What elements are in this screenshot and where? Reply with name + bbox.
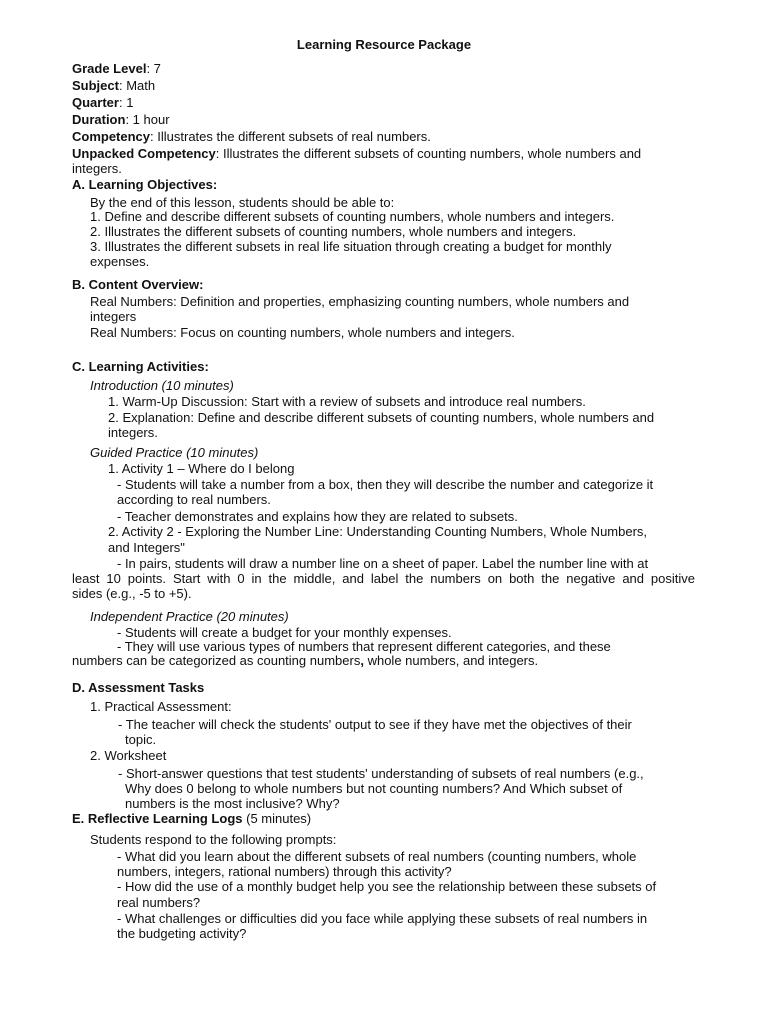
assessment-tasks-heading: D. Assessment Tasks — [72, 680, 205, 695]
objective-item: 3. Illustrates the different subsets in real life situation through creating a budget for monthly — [90, 239, 612, 254]
duration-value: : 1 hour — [125, 112, 170, 127]
reflective-logs-duration: (5 minutes) — [242, 811, 312, 826]
subject-value: : Math — [118, 78, 156, 93]
objective-item: 2. Illustrates the different subsets of counting numbers, whole numbers and integers. — [90, 224, 577, 239]
assessment-bullet: - The teacher will check the students' output to see if they have met the objectives of their — [118, 717, 632, 732]
reflective-prompt: - How did the use of a monthly budget help you see the relationship between these subsets of — [117, 879, 657, 894]
reflective-prompt-continuation: the budgeting activity? — [117, 926, 247, 941]
overview-line-continuation: integers — [90, 309, 137, 324]
content-overview-heading: B. Content Overview: — [72, 277, 204, 292]
unpacked-competency-label: Unpacked Competency — [72, 146, 216, 161]
independent-practice-bullet: - Students will create a budget for your monthly expenses. — [117, 625, 452, 640]
unpacked-competency-value: : Illustrates the different subsets of counting numbers, whole numbers and — [215, 146, 642, 161]
reflective-prompt: - What challenges or difficulties did you face while applying these subsets of real numbers in — [117, 911, 648, 926]
reflective-intro: Students respond to the following prompts: — [90, 832, 337, 847]
quarter-line — [72, 95, 133, 111]
quarter-label: Quarter — [72, 95, 119, 110]
objectives-intro: By the end of this lesson, students should be able to: — [90, 195, 395, 210]
competency-label: Competency — [72, 129, 151, 144]
independent-practice-subheading: Independent Practice (20 minutes) — [90, 609, 289, 624]
assessment-item: 2. Worksheet — [90, 748, 167, 763]
assessment-bullet-continuation: topic. — [125, 732, 157, 747]
independent-practice-text: numbers can be categorized as counting numbers — [72, 653, 361, 668]
competency-value: : Illustrates the different subsets of real numbers. — [150, 129, 431, 144]
objectives-heading: A. Learning Objectives: — [72, 177, 218, 192]
subject-line — [72, 78, 155, 94]
competency-line — [72, 129, 431, 145]
duration-label: Duration — [72, 112, 126, 127]
activity-1-bullet: - Students will take a number from a box, then they will describe the number and categorize it — [117, 477, 654, 492]
assessment-bullet-continuation: numbers is the most inclusive? Why? — [125, 796, 340, 811]
reflective-prompt-continuation: numbers, integers, rational numbers) through this activity? — [117, 864, 452, 879]
independent-practice-comma: , — [360, 653, 364, 668]
unpacked-competency-continuation: integers. — [72, 161, 122, 176]
activity-1-title: 1. Activity 1 – Where do I belong — [108, 461, 295, 476]
reflective-logs-heading: E. Reflective Learning Logs — [72, 811, 243, 826]
overview-line: Real Numbers: Definition and properties, emphasizing counting numbers, whole numbers and — [90, 294, 630, 309]
duration-line — [72, 112, 170, 128]
assessment-bullet: - Short-answer questions that test students' understanding of subsets of real numbers (e.g., — [118, 766, 644, 781]
introduction-item-continuation: integers. — [108, 425, 158, 440]
assessment-bullet-continuation: Why does 0 belong to whole numbers but not counting numbers? And Which subset of — [125, 781, 623, 796]
activity-2-bullet: - In pairs, students will draw a number line on a sheet of paper. Label the number line with at — [117, 556, 649, 571]
objective-item-continuation: expenses. — [90, 254, 150, 269]
independent-practice-bullet-continuation — [72, 653, 538, 669]
document-title: Learning Resource Package — [296, 37, 472, 52]
guided-practice-subheading: Guided Practice (10 minutes) — [90, 445, 259, 460]
grade-level-label: Grade Level — [72, 61, 147, 76]
overview-line: Real Numbers: Focus on counting numbers, whole numbers and integers. — [90, 325, 515, 340]
subject-label: Subject — [72, 78, 119, 93]
activity-2-bullet-continuation: least 10 points. Start with 0 in the middle, and label the numbers on both the negative and positive — [72, 571, 695, 586]
activity-2-bullet-continuation: sides (e.g., -5 to +5). — [72, 586, 192, 601]
independent-practice-text: whole numbers, and integers. — [363, 653, 539, 668]
objective-item: 1. Define and describe different subsets of counting numbers, whole numbers and integers. — [90, 209, 615, 224]
activity-1-bullet: - Teacher demonstrates and explains how they are related to subsets. — [117, 509, 518, 524]
activity-1-bullet-continuation: according to real numbers. — [117, 492, 271, 507]
introduction-subheading: Introduction (10 minutes) — [90, 378, 234, 393]
unpacked-competency-line — [72, 146, 641, 162]
grade-level-line — [72, 61, 161, 77]
grade-level-value: : 7 — [146, 61, 161, 76]
assessment-item: 1. Practical Assessment: — [90, 699, 232, 714]
introduction-item: 2. Explanation: Define and describe different subsets of counting numbers, whole numbers and — [108, 410, 655, 425]
reflective-prompt-continuation: real numbers? — [117, 895, 201, 910]
learning-activities-heading: C. Learning Activities: — [72, 359, 209, 374]
activity-2-title: 2. Activity 2 - Exploring the Number Line: Understanding Counting Numbers, Whole Numbers, — [108, 524, 648, 539]
quarter-value: : 1 — [118, 95, 134, 110]
reflective-logs-heading-line — [72, 811, 311, 827]
activity-2-title-continuation: and Integers" — [108, 540, 185, 555]
introduction-item: 1. Warm-Up Discussion: Start with a review of subsets and introduce real numbers. — [108, 394, 586, 409]
independent-practice-bullet: - They will use various types of numbers that represent different categories, and these — [117, 639, 611, 654]
reflective-prompt: - What did you learn about the different subsets of real numbers (counting numbers, whole — [117, 849, 637, 864]
